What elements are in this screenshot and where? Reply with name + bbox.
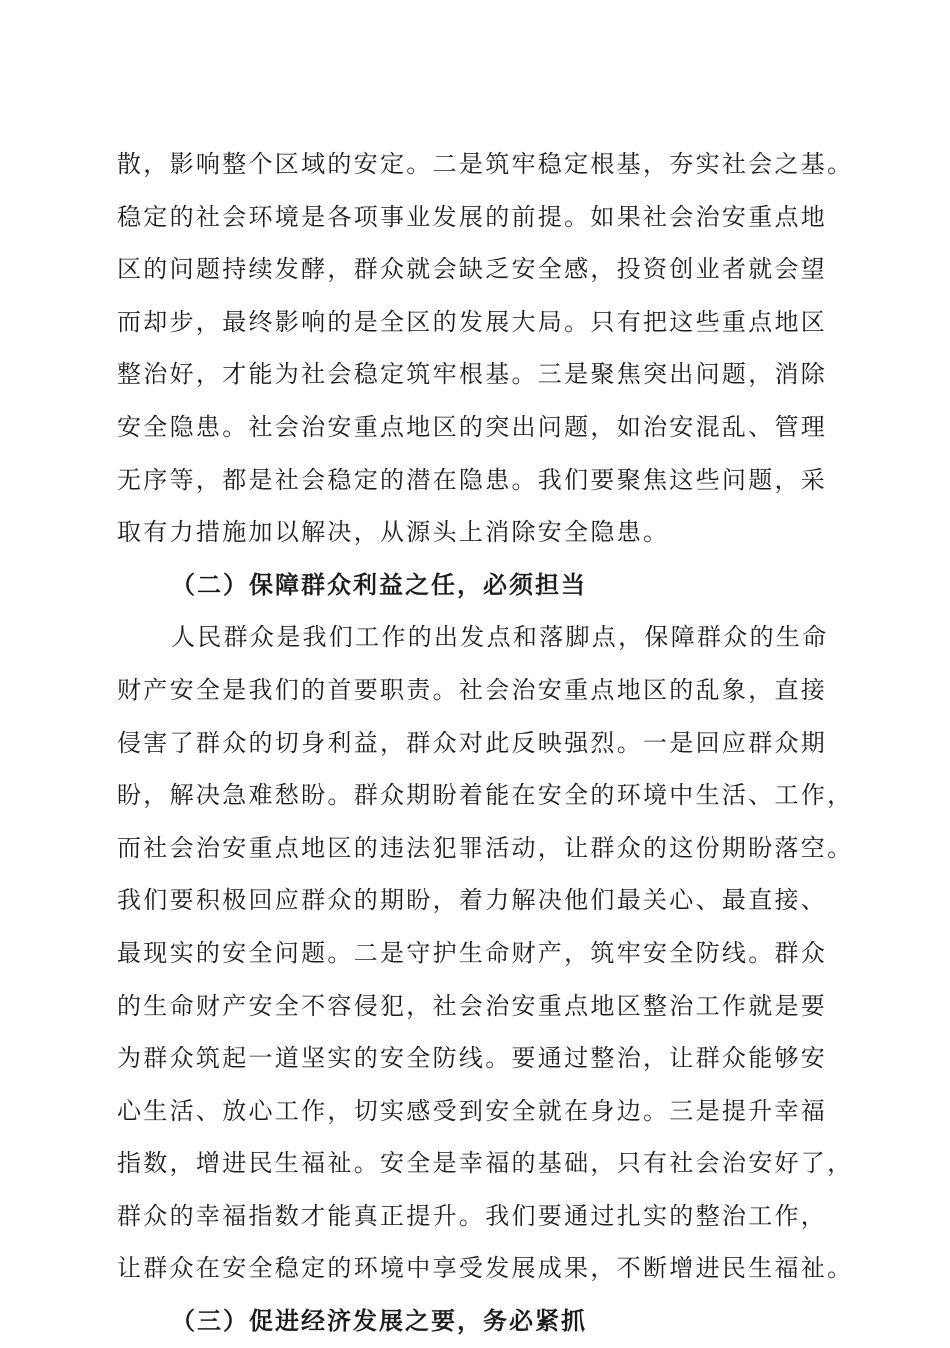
paragraph-line: 最现实的安全问题。二是守护生命财产，筑牢安全防线。群众 <box>117 938 828 967</box>
paragraph-line: 盼，解决急难愁盼。群众期盼着能在安全的环境中生活、工作， <box>117 781 854 810</box>
paragraph-line: 群众的幸福指数才能真正提升。我们要通过扎实的整治工作， <box>117 1201 828 1230</box>
paragraph-line: 整治好，才能为社会稳定筑牢根基。三是聚焦突出问题，消除 <box>117 360 828 389</box>
paragraph-line: 指数，增进民生福祉。安全是幸福的基础，只有社会治安好了， <box>117 1149 854 1178</box>
paragraph-line: 区的问题持续发酵，群众就会缺乏安全感，投资创业者就会望 <box>117 255 828 284</box>
paragraph-line: 侵害了群众的切身利益，群众对此反映强烈。一是回应群众期 <box>117 728 828 757</box>
paragraph-line: 取有力措施加以解决，从源头上消除安全隐患。 <box>117 518 670 547</box>
paragraph-line: 的生命财产安全不容侵犯，社会治安重点地区整治工作就是要 <box>117 991 828 1020</box>
paragraph-line: 人民群众是我们工作的出发点和落脚点，保障群众的生命 <box>171 623 829 652</box>
paragraph-line: 无序等，都是社会稳定的潜在隐患。我们要聚焦这些问题，采 <box>117 465 828 494</box>
paragraph-line: 而社会治安重点地区的违法犯罪活动，让群众的这份期盼落空。 <box>117 833 854 862</box>
document-body <box>117 138 854 1348</box>
paragraph-line: 散，影响整个区域的安定。二是筑牢稳定根基，夯实社会之基。 <box>117 150 854 178</box>
paragraph-line: 稳定的社会环境是各项事业发展的前提。如果社会治安重点地 <box>117 202 828 231</box>
paragraph-line: 心生活、放心工作，切实感受到安全就在身边。三是提升幸福 <box>117 1096 828 1125</box>
section-heading-3: （三）促进经济发展之要，务必紧抓 <box>171 1307 587 1336</box>
paragraph-line: 为群众筑起一道坚实的安全防线。要通过整治，让群众能够安 <box>117 1044 828 1073</box>
paragraph-line: 安全隐患。社会治安重点地区的突出问题，如治安混乱、管理 <box>117 412 828 441</box>
paragraph-line: 而却步，最终影响的是全区的发展大局。只有把这些重点地区 <box>117 307 828 336</box>
paragraph-line: 财产安全是我们的首要职责。社会治安重点地区的乱象，直接 <box>117 675 828 704</box>
paragraph-line: 让群众在安全稳定的环境中享受发展成果，不断增进民生福祉。 <box>117 1254 854 1283</box>
section-heading-2: （二）保障群众利益之任，必须担当 <box>171 570 587 599</box>
paragraph-line: 我们要积极回应群众的期盼，着力解决他们最关心、最直接、 <box>117 886 828 915</box>
